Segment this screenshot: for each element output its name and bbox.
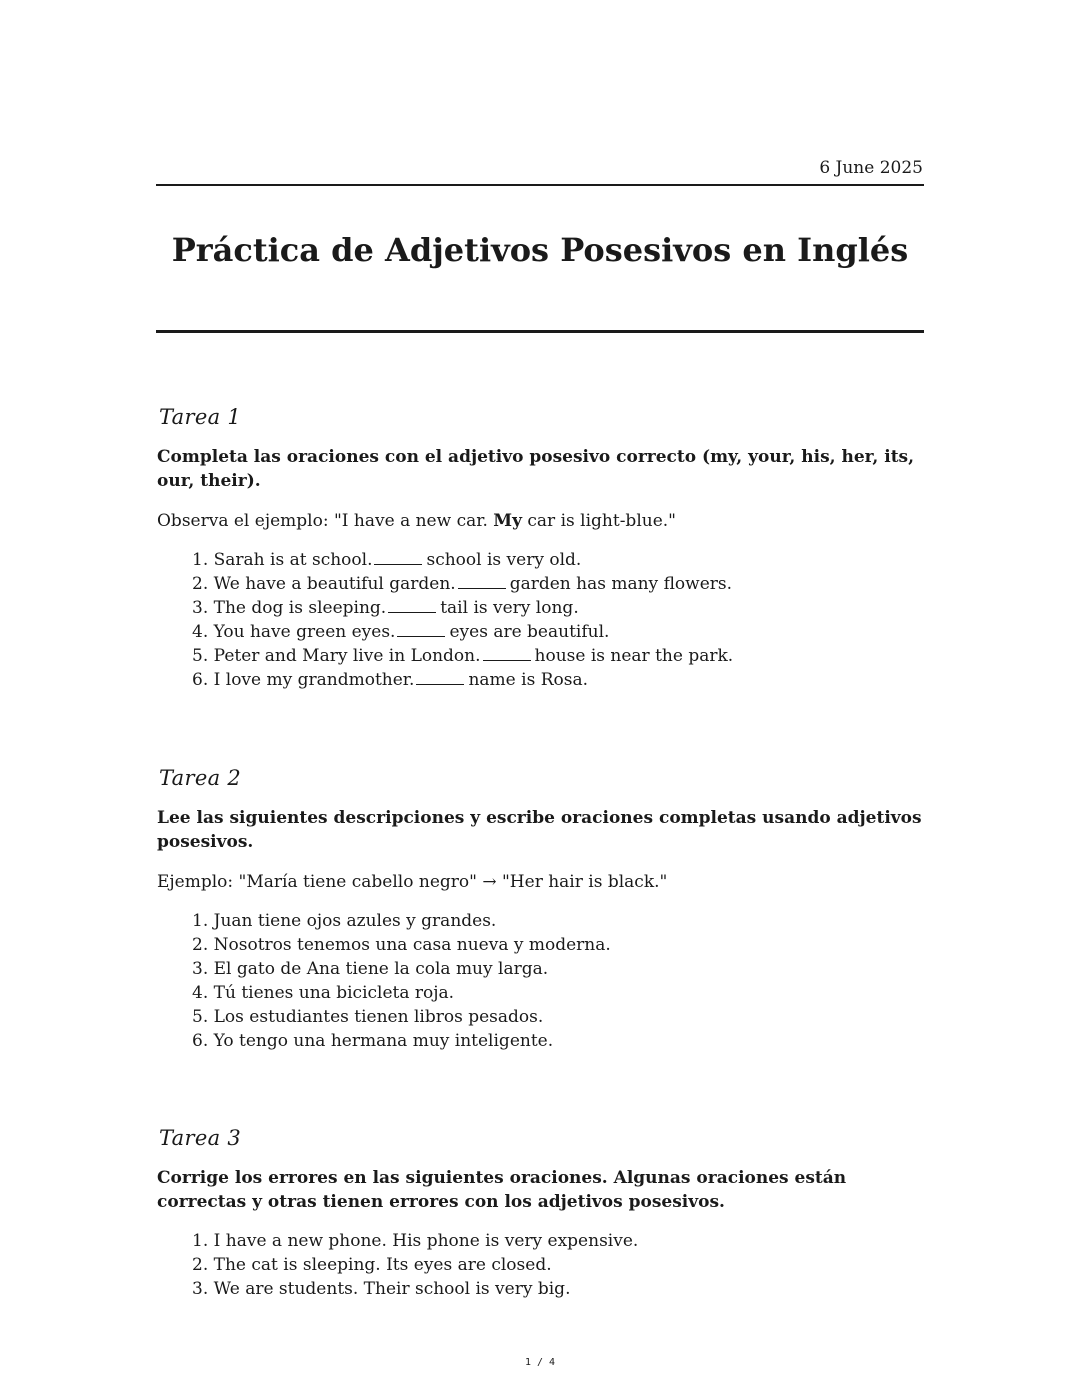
- item-text-after: garden has many flowers.: [509, 573, 733, 594]
- tarea-3-section: [157, 1124, 927, 1302]
- item-text-before: You have green eyes.: [213, 621, 396, 642]
- answer-blank[interactable]: [458, 574, 506, 589]
- item-text: Los estudiantes tienen libros pesados.: [213, 1006, 544, 1027]
- item-text-before: I love my grandmother.: [213, 669, 415, 690]
- list-item: [157, 1030, 927, 1054]
- page-number: 1 / 4: [524, 1357, 556, 1368]
- example-text-suffix: car is light-blue.": [522, 511, 676, 531]
- item-text: Yo tengo una hermana muy inteligente.: [213, 1030, 554, 1051]
- answer-blank[interactable]: [374, 550, 422, 565]
- item-text-after: tail is very long.: [440, 597, 579, 618]
- item-text-before: We have a beautiful garden.: [213, 573, 456, 594]
- list-item: [157, 669, 927, 693]
- item-number: 1.: [192, 1231, 209, 1251]
- list-item: [157, 910, 927, 934]
- item-text-after: name is Rosa.: [468, 669, 588, 690]
- list-item: [157, 934, 927, 958]
- item-text-after: eyes are beautiful.: [449, 621, 610, 642]
- list-item: [157, 573, 927, 597]
- example-highlight: My: [493, 511, 522, 531]
- tarea-1-instruction: Completa las oraciones con el adjetivo posesivo correcto (my, your, his, her, its, our, their).: [157, 447, 915, 491]
- item-number: 2.: [192, 934, 209, 955]
- item-number: 3.: [192, 597, 209, 618]
- item-text: Juan tiene ojos azules y grandes.: [213, 911, 497, 931]
- list-item: [157, 958, 927, 982]
- item-text: El gato de Ana tiene la cola muy larga.: [213, 958, 549, 979]
- item-number: 1.: [192, 550, 209, 570]
- list-item: [157, 597, 927, 621]
- item-number: 4.: [192, 982, 209, 1003]
- page-title: Práctica de Adjetivos Posesivos en Inglés: [171, 231, 909, 269]
- item-number: 3.: [192, 958, 209, 979]
- tarea-1-section: [157, 403, 927, 692]
- tarea-3-instruction: Corrige los errores en las siguientes oraciones. Algunas oraciones están correctas y otras tienen errores con los adjetivos posesivos.: [157, 1168, 847, 1212]
- answer-blank[interactable]: [483, 646, 531, 661]
- list-item: [157, 1230, 927, 1254]
- item-number: 6.: [192, 669, 209, 690]
- tarea-2-instruction: Lee las siguientes descripciones y escribe oraciones completas usando adjetivos posesivos.: [157, 808, 922, 852]
- list-item: [157, 1254, 927, 1278]
- tarea-2-heading: Tarea 2: [159, 766, 242, 790]
- tarea-3-heading: Tarea 3: [159, 1126, 242, 1150]
- item-number: 1.: [192, 911, 209, 931]
- item-number: 2.: [192, 1254, 209, 1275]
- item-number: 3.: [192, 1278, 209, 1299]
- list-item: [157, 645, 927, 669]
- item-number: 5.: [192, 645, 209, 666]
- item-text-after: school is very old.: [426, 550, 582, 570]
- list-item: [157, 621, 927, 645]
- list-item: [157, 549, 927, 573]
- header-rule: [156, 184, 924, 186]
- item-text: The cat is sleeping. Its eyes are closed.: [213, 1254, 552, 1275]
- document-date: 6 June 2025: [819, 158, 923, 178]
- item-text-before: Peter and Mary live in London.: [213, 645, 481, 666]
- list-item: [157, 982, 927, 1006]
- item-number: 5.: [192, 1006, 209, 1027]
- answer-blank[interactable]: [388, 598, 436, 613]
- item-number: 6.: [192, 1030, 209, 1051]
- answer-blank[interactable]: [397, 622, 445, 637]
- list-item: [157, 1006, 927, 1030]
- item-number: 4.: [192, 621, 209, 642]
- tarea-1-list: [157, 549, 927, 692]
- tarea-2-list: [157, 910, 927, 1053]
- item-text: Tú tienes una bicicleta roja.: [213, 982, 455, 1003]
- example-text-prefix: Observa el ejemplo: "I have a new car.: [157, 511, 494, 531]
- tarea-2-example: Ejemplo: "María tiene cabello negro" → "Her hair is black.": [157, 872, 668, 892]
- item-text-after: house is near the park.: [534, 645, 734, 666]
- answer-blank[interactable]: [416, 670, 464, 685]
- tarea-2-section: [157, 764, 927, 1053]
- item-text: Nosotros tenemos una casa nueva y moderna.: [213, 934, 611, 955]
- tarea-1-example: [157, 509, 927, 533]
- item-text-before: The dog is sleeping.: [213, 597, 387, 618]
- item-text: We are students. Their school is very big.: [213, 1278, 571, 1299]
- tarea-1-heading: Tarea 1: [159, 405, 242, 429]
- tarea-3-list: [157, 1230, 927, 1302]
- title-rule: [156, 330, 924, 333]
- list-item: [157, 1278, 927, 1302]
- item-text: I have a new phone. His phone is very expensive.: [213, 1231, 639, 1251]
- item-number: 2.: [192, 573, 209, 594]
- item-text-before: Sarah is at school.: [213, 550, 373, 570]
